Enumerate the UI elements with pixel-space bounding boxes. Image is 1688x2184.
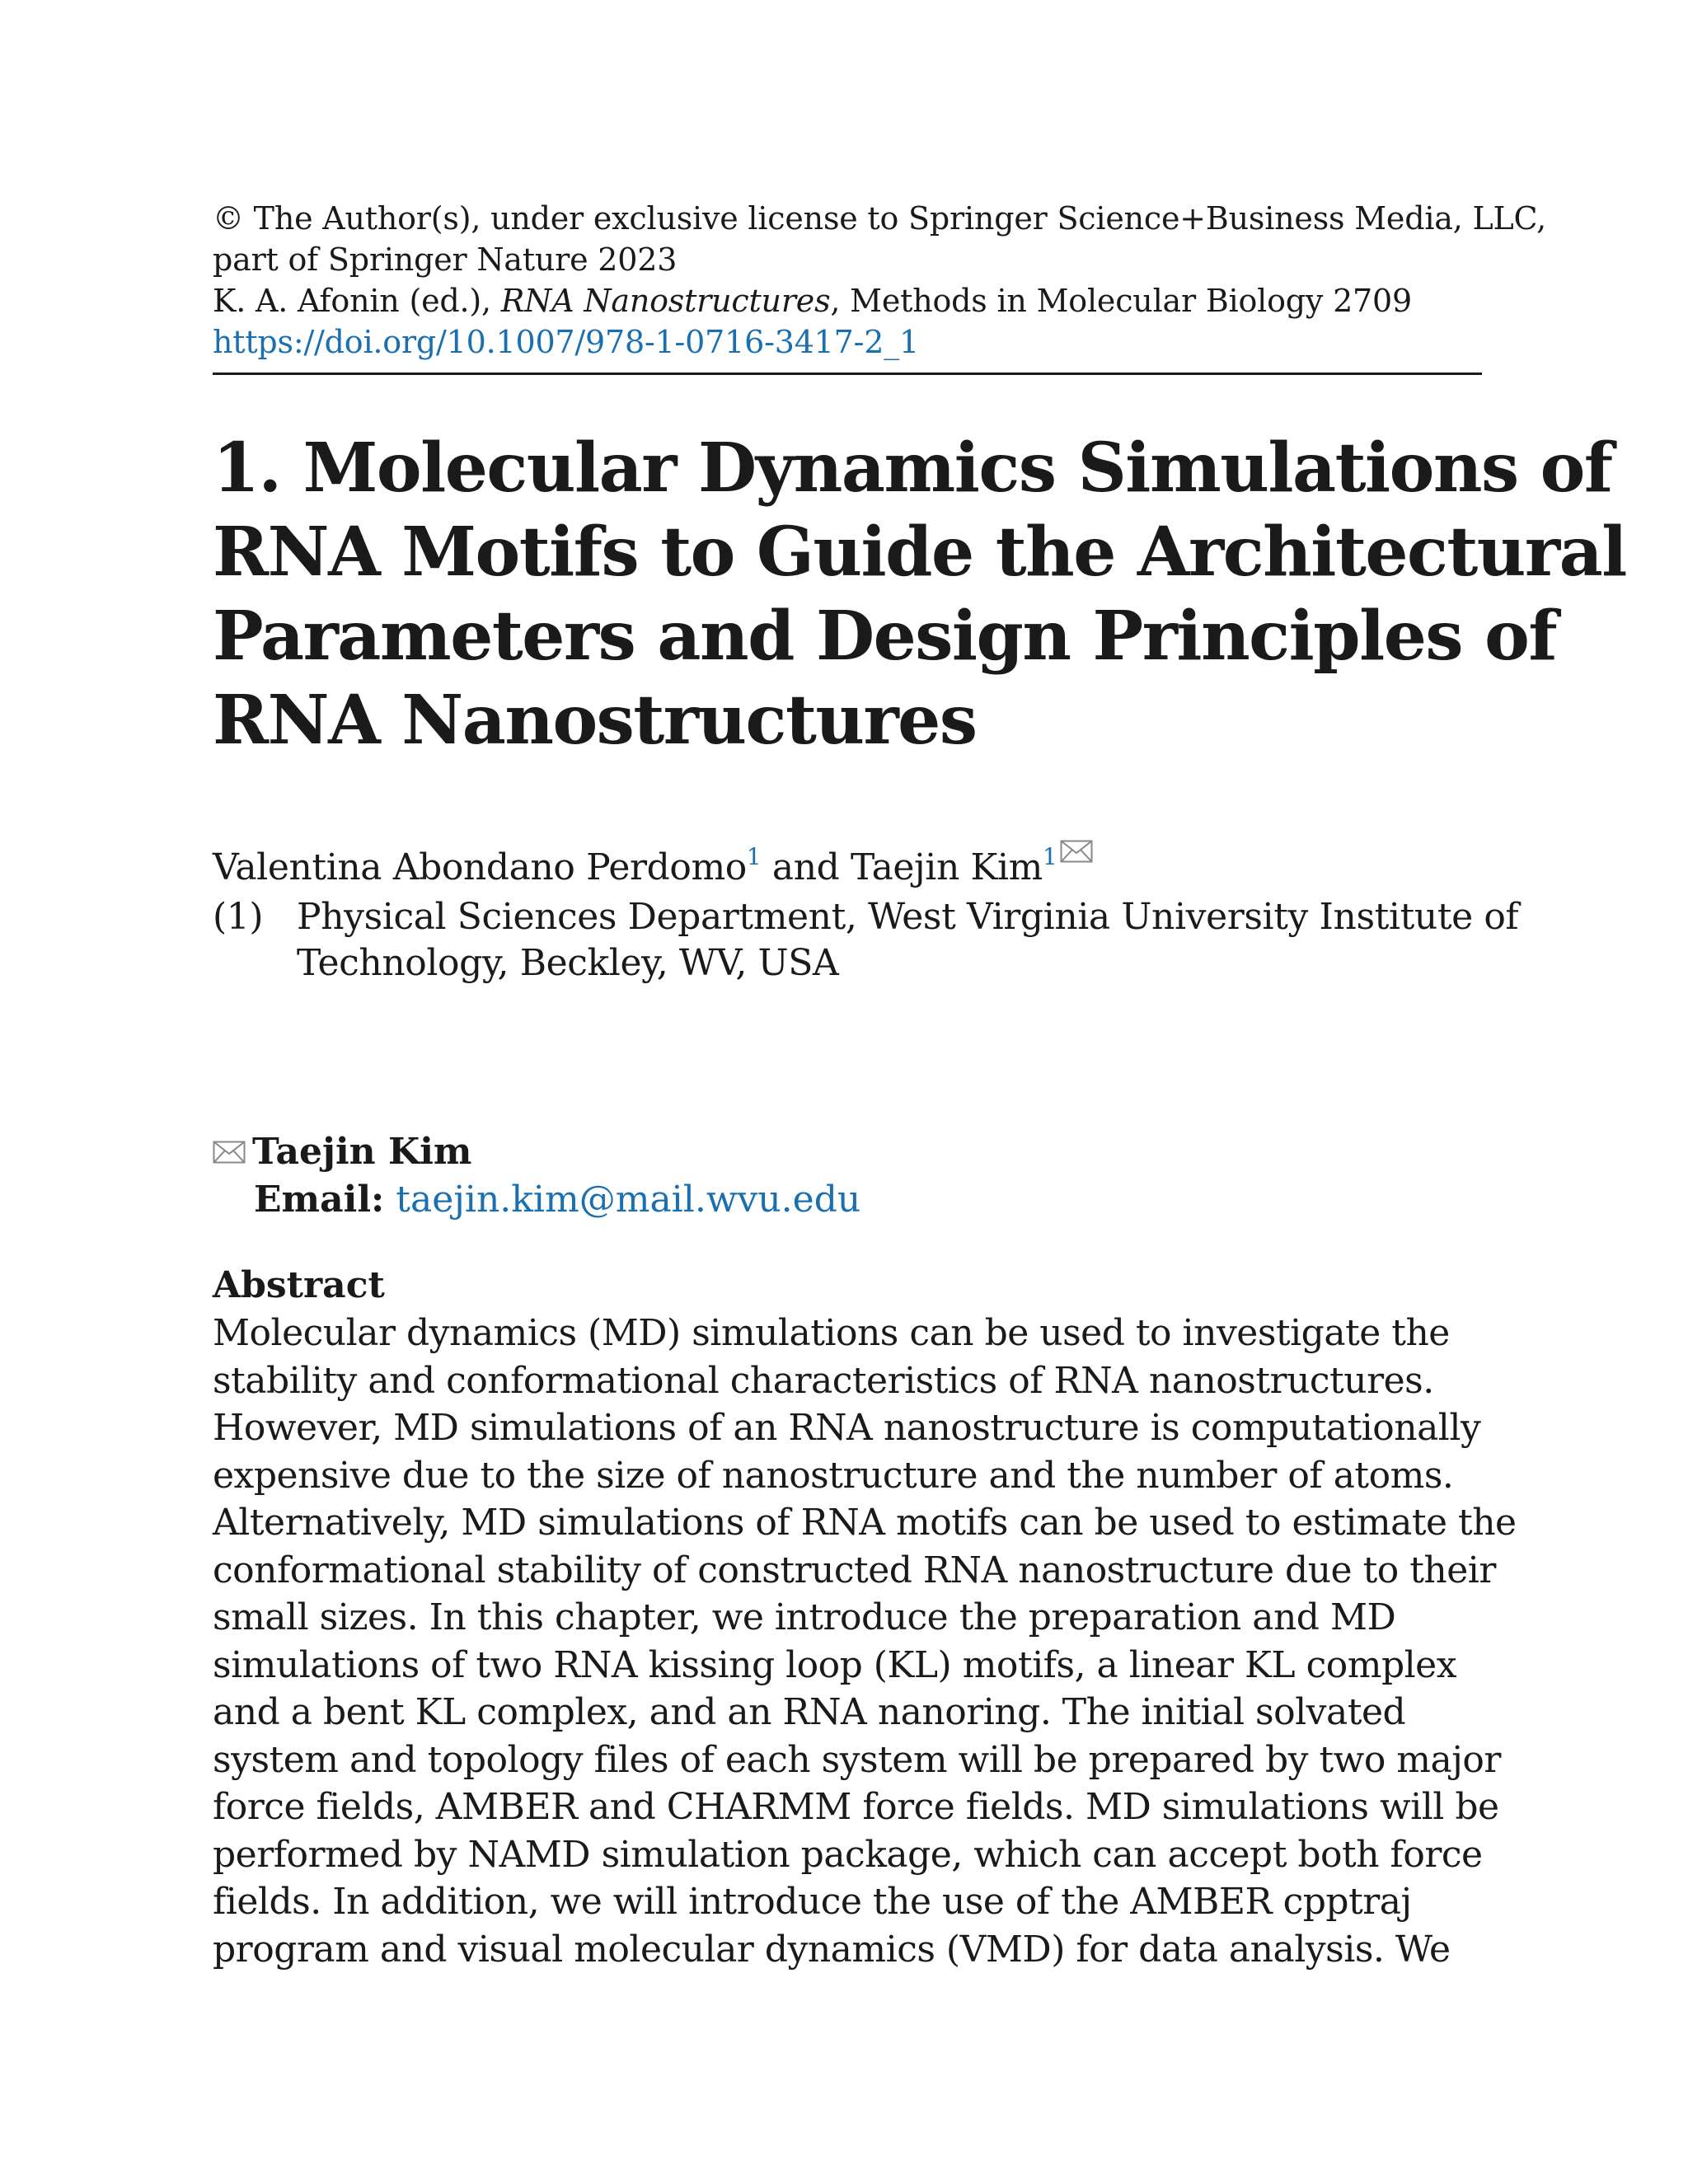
abstract-line: small sizes. In this chapter, we introduce the preparation and MD: [213, 1596, 1396, 1638]
affiliation-line: Physical Sciences Department, West Virginia University Institute of: [297, 896, 1519, 938]
copyright-line-1: © The Author(s), under exclusive license to Springer Science+Business Media, LLC,: [213, 200, 1546, 237]
publication-header: [213, 198, 1546, 363]
affiliation-number: (1): [213, 896, 264, 938]
header-divider: [213, 373, 1482, 375]
book-title: RNA Nanostructures: [500, 283, 831, 319]
corresponding-author: [213, 1128, 1482, 1224]
abstract-line: program and visual molecular dynamics (VMD) for data analysis. We: [213, 1928, 1451, 1971]
affiliation: [213, 894, 1519, 987]
abstract-line: performed by NAMD simulation package, which can accept both force: [213, 1833, 1483, 1876]
abstract-line: fields. In addition, we will introduce the use of the AMBER cpptraj: [213, 1881, 1412, 1923]
affiliation-text: [297, 894, 1518, 987]
abstract-line: Alternatively, MD simulations of RNA motifs can be used to estimate the: [213, 1502, 1517, 1544]
author-conjunction: and: [761, 846, 851, 888]
abstract-line: and a bent KL complex, and an RNA nanoring. The initial solvated: [213, 1691, 1406, 1733]
book-citation: [213, 280, 1482, 321]
abstract-line: system and topology files of each system will be prepared by two major: [213, 1738, 1501, 1781]
author-name: Valentina Abondano Perdomo: [213, 846, 747, 888]
doi-line: [213, 321, 1482, 363]
envelope-icon[interactable]: [1060, 828, 1093, 874]
abstract-heading: Abstract: [213, 1264, 385, 1306]
author-name: Taejin Kim: [851, 846, 1043, 888]
author-list: [213, 828, 1482, 891]
corresponding-name-row: [213, 1128, 1482, 1176]
chapter-title: [213, 426, 1626, 762]
corresponding-name: Taejin Kim: [252, 1131, 472, 1173]
abstract-line: However, MD simulations of an RNA nanostructure is computationally: [213, 1407, 1481, 1449]
affiliation-line: Technology, Beckley, WV, USA: [297, 942, 839, 984]
email-link[interactable]: taejin.kim@mail.wvu.edu: [396, 1179, 861, 1221]
title-line: 1. Molecular Dynamics Simulations of: [213, 429, 1612, 508]
email-label: Email:: [254, 1179, 385, 1221]
envelope-icon: [213, 1128, 246, 1176]
editor: K. A. Afonin (ed.),: [213, 283, 501, 319]
doi-link[interactable]: https://doi.org/10.1007/978-1-0716-3417-2_1: [213, 324, 920, 360]
abstract-body: [213, 1310, 1517, 1973]
series: , Methods in Molecular Biology 2709: [830, 283, 1412, 319]
abstract-line: expensive due to the size of nanostructure and the number of atoms.: [213, 1454, 1454, 1497]
affiliation-ref-link[interactable]: 1: [746, 843, 762, 870]
abstract-line: force fields, AMBER and CHARMM force fields. MD simulations will be: [213, 1786, 1499, 1828]
title-line: RNA Motifs to Guide the Architectural: [213, 513, 1626, 592]
abstract-line: conformational stability of constructed RNA nanostructure due to their: [213, 1549, 1496, 1591]
abstract-line: stability and conformational characteristics of RNA nanostructures.: [213, 1359, 1434, 1402]
abstract-line: Molecular dynamics (MD) simulations can be used to investigate the: [213, 1312, 1450, 1354]
copyright-line-2: part of Springer Nature 2023: [213, 241, 678, 278]
abstract-line: simulations of two RNA kissing loop (KL) motifs, a linear KL complex: [213, 1643, 1457, 1686]
email-row: [213, 1176, 1482, 1224]
title-line: Parameters and Design Principles of: [213, 597, 1557, 676]
affiliation-ref-link[interactable]: 1: [1042, 843, 1057, 870]
title-line: RNA Nanostructures: [213, 681, 977, 760]
chapter-page: [213, 198, 1626, 1973]
